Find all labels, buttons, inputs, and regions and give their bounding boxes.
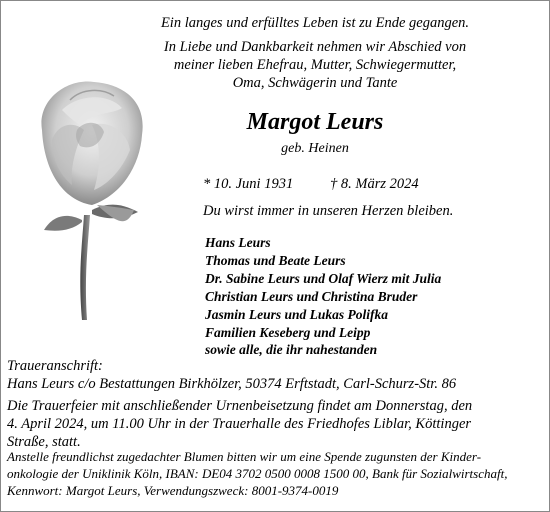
family-member: Jasmin Leurs und Lukas Polifka <box>205 307 389 322</box>
family-member: Hans Leurs <box>205 235 271 250</box>
birth-name: geb. Heinen <box>281 141 349 156</box>
address-label: Traueranschrift: <box>7 358 103 374</box>
all-others-line: sowie alle, die ihr nahestanden <box>205 342 378 357</box>
service-line: Straße, statt. <box>7 434 81 450</box>
service-line: 4. April 2024, um 11.00 Uhr in der Trauerhalle des Friedhofes Liblar, Köttinger <box>7 416 472 432</box>
deceased-name: Margot Leurs <box>246 109 384 135</box>
family-member: Dr. Sabine Leurs und Olaf Wierz mit Julia <box>205 271 442 286</box>
service-line: Die Trauerfeier mit anschließender Urnenbeisetzung findet am Donnerstag, den <box>7 398 473 414</box>
intro-text <box>140 14 490 92</box>
motto-text: Du wirst immer in unseren Herzen bleiben. <box>203 203 454 219</box>
birth-date: * 10. Juni 1931 <box>203 176 294 192</box>
life-dates <box>203 176 419 193</box>
donation-info <box>7 448 545 499</box>
donation-line: Anstelle freundlichst zugedachter Blumen bitten wir um eine Spende zugunsten der Kinder- <box>7 449 482 464</box>
rose-image <box>22 70 162 325</box>
intro-line: Oma, Schwägerin und Tante <box>232 75 398 91</box>
address-value: Hans Leurs c/o Bestattungen Birkhölzer, 50374 Erftstadt, Carl-Schurz-Str. 86 <box>7 376 457 392</box>
family-member: Familien Keseberg und Leipp <box>205 325 371 340</box>
intro-line: Ein langes und erfülltes Leben ist zu Ende gegangen. <box>160 15 470 31</box>
family-list <box>205 234 441 342</box>
family-member: Christian Leurs und Christina Bruder <box>205 289 418 304</box>
death-date: † 8. März 2024 <box>330 176 419 192</box>
donation-line: Kennwort: Margot Leurs, Verwendungszweck: 8001-9374-0019 <box>7 483 339 498</box>
donation-line: onkologie der Uniklinik Köln, IBAN: DE04 3702 0500 0008 1500 00, Bank für Sozialwirtschaft, <box>7 466 508 481</box>
mourning-address <box>7 357 456 393</box>
family-member: Thomas und Beate Leurs <box>205 253 346 268</box>
intro-line: In Liebe und Dankbarkeit nehmen wir Abschied von <box>163 39 467 55</box>
service-info <box>7 397 542 451</box>
intro-line: meiner lieben Ehefrau, Mutter, Schwiegermutter, <box>173 57 457 73</box>
